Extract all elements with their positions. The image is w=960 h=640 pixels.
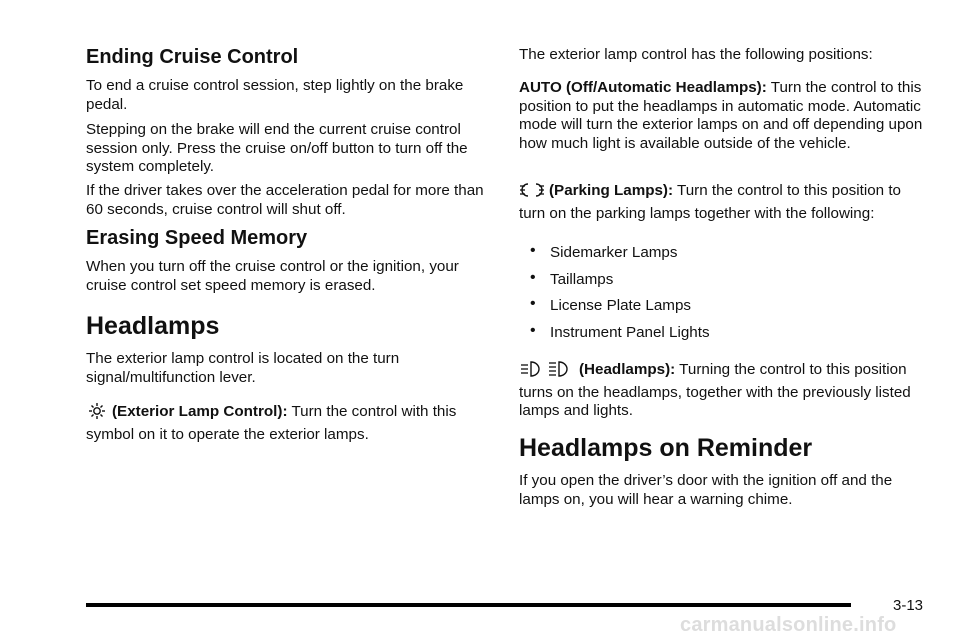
- watermark: carmanualsonline.info: [680, 614, 897, 636]
- paragraph-positions-intro: The exterior lamp control has the following positions:: [519, 46, 873, 63]
- page-number: 3-13: [893, 597, 924, 614]
- paragraph-end-cruise-1: To end a cruise control session, step lightly on the brake pedal.: [86, 77, 464, 113]
- paragraph-end-cruise-2: Stepping on the brake will end the current cruise control session only. Press the cruise on/off button to turn off the system completely.: [86, 121, 468, 175]
- paragraph-reminder: If you open the driver’s door with the ignition off and the lamps on, you will hear a warning chime.: [519, 472, 893, 508]
- footer-rule: [86, 603, 851, 607]
- parking-lamps-label: (Parking Lamps):: [549, 182, 674, 199]
- parking-lamps-text: Turn the control to this position to turn on the parking lamps together with the following:: [519, 182, 902, 222]
- exterior-lamp-text: Turn the control with this symbol on it to operate the exterior lamps.: [86, 403, 457, 443]
- paragraph-headlamps-position: [519, 360, 929, 421]
- heading-headlamps-on-reminder: Headlamps on Reminder: [519, 434, 813, 462]
- heading-erasing-speed-memory: Erasing Speed Memory: [86, 227, 308, 249]
- paragraph-erasing: When you turn off the cruise control or the ignition, your cruise control set speed memory is erased.: [86, 258, 459, 294]
- headlamps-label: (Headlamps):: [579, 361, 676, 378]
- auto-text: Turn the control to this position to put the headlamps in automatic mode. Automatic mode will turn the exterior lamps on and off depending upon how much light is available outside of the vehicle.: [519, 79, 923, 152]
- list-item: • Taillamps: [530, 271, 710, 298]
- auto-label: AUTO (Off/Automatic Headlamps):: [519, 79, 767, 96]
- list-item: • License Plate Lamps: [530, 297, 710, 324]
- paragraph-auto: [519, 79, 929, 153]
- exterior-lamp-icon: [86, 402, 108, 426]
- list-item: • Instrument Panel Lights: [530, 324, 710, 351]
- paragraph-parking-lamps: [519, 181, 929, 223]
- parking-lamp-icon: [519, 181, 545, 205]
- parking-lamps-list: [530, 244, 710, 350]
- paragraph-exterior-lamp-control: [86, 402, 494, 444]
- paragraph-headlamps-location: The exterior lamp control is located on the turn signal/multifunction lever.: [86, 350, 400, 386]
- exterior-lamp-label: (Exterior Lamp Control):: [112, 403, 288, 420]
- list-item: • Sidemarker Lamps: [530, 244, 710, 271]
- heading-ending-cruise-control: Ending Cruise Control: [86, 46, 299, 68]
- heading-headlamps: Headlamps: [86, 312, 220, 340]
- headlamps-text: Turning the control to this position turns on the headlamps, together with the previously listed lamps and lights.: [519, 361, 911, 419]
- paragraph-end-cruise-3: If the driver takes over the acceleration pedal for more than 60 seconds, cruise control will shut off.: [86, 182, 484, 218]
- headlamp-icon: [519, 360, 575, 384]
